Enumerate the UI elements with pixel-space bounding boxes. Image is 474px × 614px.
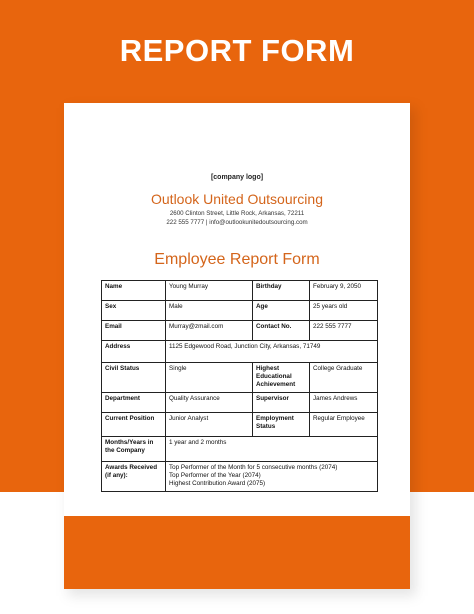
document-page (64, 103, 410, 589)
age-label: Age (253, 301, 310, 321)
company-name: Outlook United Outsourcing (151, 191, 323, 207)
education-label: Highest Educational Achievement (253, 363, 310, 393)
page-footer-bar (64, 516, 410, 589)
awards-label: Awards Received (if any): (102, 461, 166, 491)
age-value: 25 years old (310, 301, 378, 321)
table-row (102, 436, 378, 461)
tenure-label: Months/Years in the Company (102, 436, 166, 461)
award-item: Top Performer of the Year (2074) (169, 471, 261, 479)
employee-report-table (101, 280, 378, 492)
table-row (102, 321, 378, 341)
banner-title: REPORT FORM (119, 33, 355, 68)
email-label: Email (102, 321, 166, 341)
table-row (102, 392, 378, 412)
contact-value: 222 555 7777 (310, 321, 378, 341)
name-value: Young Murray (166, 281, 253, 301)
table-row (102, 363, 378, 393)
department-value: Quality Assurance (166, 392, 253, 412)
name-label: Name (102, 281, 166, 301)
education-value: College Graduate (310, 363, 378, 393)
position-value: Junior Analyst (166, 412, 253, 436)
table-row (102, 412, 378, 436)
email-value: Murray@zmail.com (166, 321, 253, 341)
contact-label: Contact No. (253, 321, 310, 341)
table-row (102, 461, 378, 491)
table-row (102, 341, 378, 363)
tenure-value: 1 year and 2 months (166, 436, 378, 461)
form-title: Employee Report Form (154, 251, 320, 268)
sex-value: Male (166, 301, 253, 321)
award-item: Highest Contribution Award (2075) (169, 479, 266, 487)
employment-status-value: Regular Employee (310, 412, 378, 436)
table-row (102, 301, 378, 321)
address-value: 1125 Edgewood Road, Junction City, Arkansas, 71749 (166, 341, 378, 363)
supervisor-label: Supervisor (253, 392, 310, 412)
awards-value (166, 461, 378, 491)
employment-status-label: Employment Status (253, 412, 310, 436)
supervisor-value: James Andrews (310, 392, 378, 412)
award-item: Top Performer of the Month for 5 consecutive months (2074) (169, 463, 338, 471)
position-label: Current Position (102, 412, 166, 436)
birthday-value: February 9, 2050 (310, 281, 378, 301)
civil-status-value: Single (166, 363, 253, 393)
company-logo-placeholder: [company logo] (210, 174, 264, 181)
table-row (102, 281, 378, 301)
sex-label: Sex (102, 301, 166, 321)
company-address: 2600 Clinton Street, Little Rock, Arkansas, 72211 (169, 210, 305, 217)
company-contact: 222 555 7777 | info@outlookunitedoutsourcing.com (166, 219, 308, 226)
department-label: Department (102, 392, 166, 412)
civil-status-label: Civil Status (102, 363, 166, 393)
birthday-label: Birthday (253, 281, 310, 301)
address-label: Address (102, 341, 166, 363)
